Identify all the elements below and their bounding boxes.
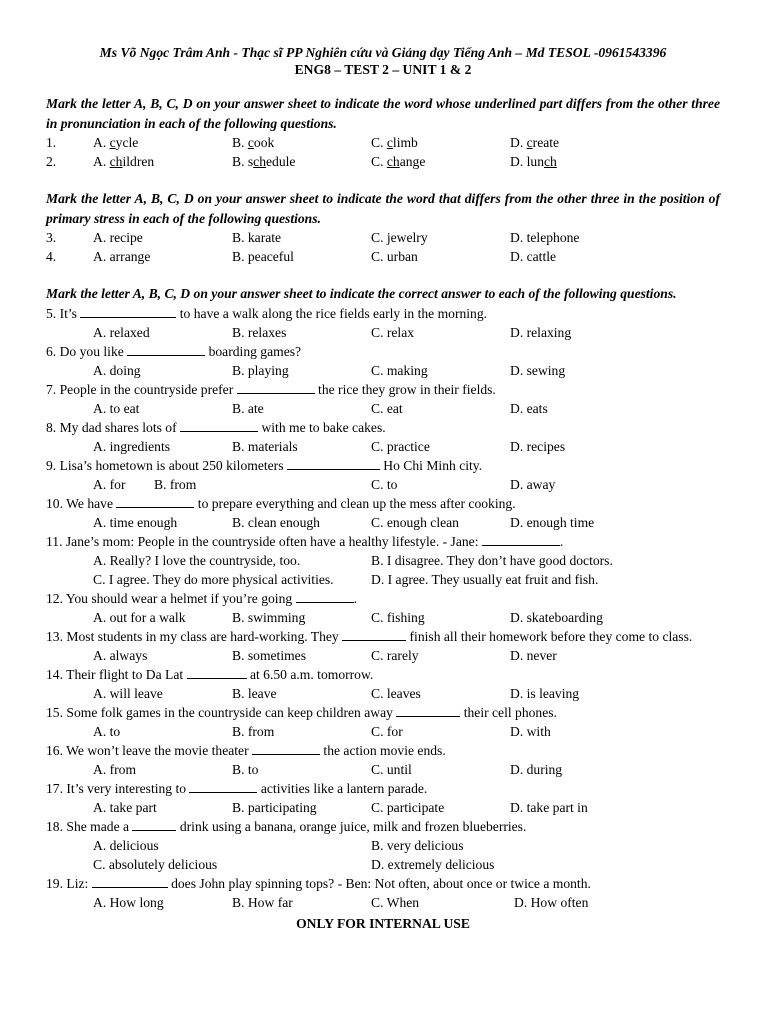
option-d: D. lunch [510, 154, 557, 169]
question-8-options [46, 437, 720, 456]
question-17-options [46, 798, 720, 817]
option-c: C. jewelry [371, 230, 428, 245]
option-c: C. absolutely delicious [93, 856, 218, 872]
option-b: B. relaxes [232, 324, 287, 340]
question-5-stem: 5. It’s to have a walk along the rice fields early in the morning. [46, 305, 488, 321]
option-a: A. to eat [93, 400, 140, 416]
option-b: B. swimming [232, 609, 306, 625]
question-18-options-row1 [46, 836, 720, 855]
option-d: D. is leaving [510, 685, 580, 701]
question-3 [46, 228, 720, 247]
answer-blank [116, 495, 194, 508]
worksheet-page [46, 44, 720, 933]
question-15-stem: 15. Some folk games in the countryside can keep children away their cell phones. [46, 704, 557, 720]
question-18-stem: 18. She made a drink using a banana, orange juice, milk and frozen blueberries. [46, 818, 527, 834]
option-b: B. materials [232, 438, 298, 454]
option-d: D. never [510, 647, 557, 663]
option-d: D. extremely delicious [371, 856, 495, 872]
answer-blank [189, 780, 257, 793]
option-b: B. very delicious [371, 837, 464, 853]
question-4 [46, 247, 720, 266]
question-number: 1. [46, 135, 57, 150]
option-d: D. take part in [510, 799, 588, 815]
section2-instruction: Mark the letter A, B, C, D on your answer sheet to indicate the word that differs from the other three in the position of primary stress in each of the following questions. [46, 191, 720, 226]
question-2 [46, 152, 720, 171]
option-a: A. recipe [93, 230, 143, 245]
option-c: C. When [371, 894, 420, 910]
option-a: A. time enough [93, 514, 178, 530]
question-19-stem: 19. Liz: does John play spinning tops? - Ben: Not often, about once or twice a month. [46, 875, 591, 891]
option-d: D. telephone [510, 230, 580, 245]
option-b: B. karate [232, 230, 282, 245]
answer-blank [482, 533, 560, 546]
question-17-stem: 17. It’s very interesting to activities like a lantern parade. [46, 780, 428, 796]
question-18-options-row2 [46, 855, 720, 874]
option-c: C. until [371, 761, 412, 777]
option-b: B. from [154, 476, 197, 492]
option-d: D. eats [510, 400, 548, 416]
option-c: C. relax [371, 324, 415, 340]
answer-blank [92, 875, 168, 888]
question-5-options [46, 323, 720, 342]
option-b: B. playing [232, 362, 289, 378]
option-a: A. out for a walk [93, 609, 186, 625]
option-a: A. will leave [93, 685, 163, 701]
option-d: D. relaxing [510, 324, 572, 340]
author-header: Ms Võ Ngọc Trâm Anh - Thạc sĩ PP Nghiên cứu và Giảng dạy Tiếng Anh – Md TESOL -0961543396 [99, 45, 667, 60]
question-number: 2. [46, 154, 57, 169]
option-a: A. How long [93, 894, 164, 910]
option-c: C. leaves [371, 685, 421, 701]
option-d: D. with [510, 723, 551, 739]
option-c: C. for [371, 723, 403, 739]
option-a: A. to [93, 723, 121, 739]
answer-blank [342, 628, 406, 641]
option-c: C. climb [371, 135, 418, 150]
question-1 [46, 133, 720, 152]
answer-blank [132, 818, 176, 831]
option-c: C. enough clean [371, 514, 459, 530]
question-9-stem: 9. Lisa’s hometown is about 250 kilometers Ho Chi Minh city. [46, 457, 483, 473]
question-14-options [46, 684, 720, 703]
answer-blank [252, 742, 320, 755]
option-b: B. leave [232, 685, 277, 701]
option-d: D. skateboarding [510, 609, 603, 625]
section3-instruction: Mark the letter A, B, C, D on your answer sheet to indicate the correct answer to each of the following questions. [46, 286, 677, 301]
answer-blank [180, 419, 258, 432]
option-a: A. arrange [93, 249, 151, 264]
option-c: C. urban [371, 249, 418, 264]
option-c: C. rarely [371, 647, 419, 663]
option-a: A. cycle [93, 135, 139, 150]
question-9-options [46, 475, 720, 494]
answer-blank [80, 305, 176, 318]
answer-blank [396, 704, 460, 717]
question-number: 3. [46, 230, 57, 245]
footer-notice: ONLY FOR INTERNAL USE [296, 915, 470, 931]
option-c: C. practice [371, 438, 430, 454]
option-b: B. participating [232, 799, 317, 815]
question-14-stem: 14. Their flight to Da Lat at 6.50 a.m. tomorrow. [46, 666, 374, 682]
question-12-stem: 12. You should wear a helmet if you’re going . [46, 590, 357, 606]
option-b: B. cook [232, 135, 275, 150]
option-d: D. create [510, 135, 560, 150]
question-8-stem: 8. My dad shares lots of with me to bake cakes. [46, 419, 386, 435]
option-b: B. to [232, 761, 259, 777]
question-7-stem: 7. People in the countryside prefer the rice they grow in their fields. [46, 381, 496, 397]
option-b: B. ate [232, 400, 264, 416]
option-a: A. from [93, 761, 137, 777]
option-a: A. delicious [93, 837, 159, 853]
option-b: B. sometimes [232, 647, 307, 663]
question-11-options-row1 [46, 551, 720, 570]
option-d: D. sewing [510, 362, 566, 378]
option-a: A. Really? I love the countryside, too. [93, 552, 301, 568]
option-c: C. I agree. They do more physical activities. [93, 571, 334, 587]
answer-blank [296, 590, 354, 603]
answer-blank [287, 457, 380, 470]
option-c: C. making [371, 362, 428, 378]
question-13-stem: 13. Most students in my class are hard-working. They finish all their homework before they come to class. [46, 628, 693, 644]
answer-blank [127, 343, 205, 356]
option-a: A. always [93, 647, 148, 663]
question-12-options [46, 608, 720, 627]
option-d: D. cattle [510, 249, 557, 264]
option-a: A. children [93, 154, 155, 169]
option-b: B. schedule [232, 154, 296, 169]
question-10-stem: 10. We have to prepare everything and clean up the mess after cooking. [46, 495, 516, 511]
option-d: D. during [510, 761, 563, 777]
option-b: B. clean enough [232, 514, 320, 530]
option-d: D. I agree. They usually eat fruit and fish. [371, 571, 599, 587]
option-b: B. How far [232, 894, 293, 910]
option-a: A. ingredients [93, 438, 171, 454]
question-6-options [46, 361, 720, 380]
answer-blank [237, 381, 315, 394]
question-11-options-row2 [46, 570, 720, 589]
question-number: 4. [46, 249, 57, 264]
option-b: B. I disagree. They don’t have good doctors. [371, 552, 613, 568]
option-a: A. relaxed [93, 324, 150, 340]
test-title: ENG8 – TEST 2 – UNIT 1 & 2 [294, 62, 472, 77]
question-6-stem: 6. Do you like boarding games? [46, 343, 302, 359]
option-c: C. change [371, 154, 426, 169]
option-c: C. to [371, 476, 398, 492]
question-13-options [46, 646, 720, 665]
question-7-options [46, 399, 720, 418]
option-b: B. peaceful [232, 249, 294, 264]
question-11-stem: 11. Jane’s mom: People in the countryside often have a healthy lifestyle. - Jane: . [46, 533, 564, 549]
option-a: A. take part [93, 799, 157, 815]
question-19-options [46, 893, 720, 912]
question-15-options [46, 722, 720, 741]
question-10-options [46, 513, 720, 532]
option-d: D. recipes [510, 438, 566, 454]
option-c: C. eat [371, 400, 403, 416]
answer-blank [187, 666, 247, 679]
option-a: A. doing [93, 362, 141, 378]
option-a: A. for [93, 476, 126, 492]
option-b: B. from [232, 723, 275, 739]
option-d: D. enough time [510, 514, 595, 530]
question-16-stem: 16. We won’t leave the movie theater the action movie ends. [46, 742, 446, 758]
question-16-options [46, 760, 720, 779]
option-d: D. How often [514, 894, 589, 910]
option-d: D. away [510, 476, 556, 492]
option-c: C. participate [371, 799, 445, 815]
section1-instruction: Mark the letter A, B, C, D on your answer sheet to indicate the word whose underlined part differs from the other three in pronunciation in each of the following questions. [46, 96, 720, 131]
option-c: C. fishing [371, 609, 425, 625]
